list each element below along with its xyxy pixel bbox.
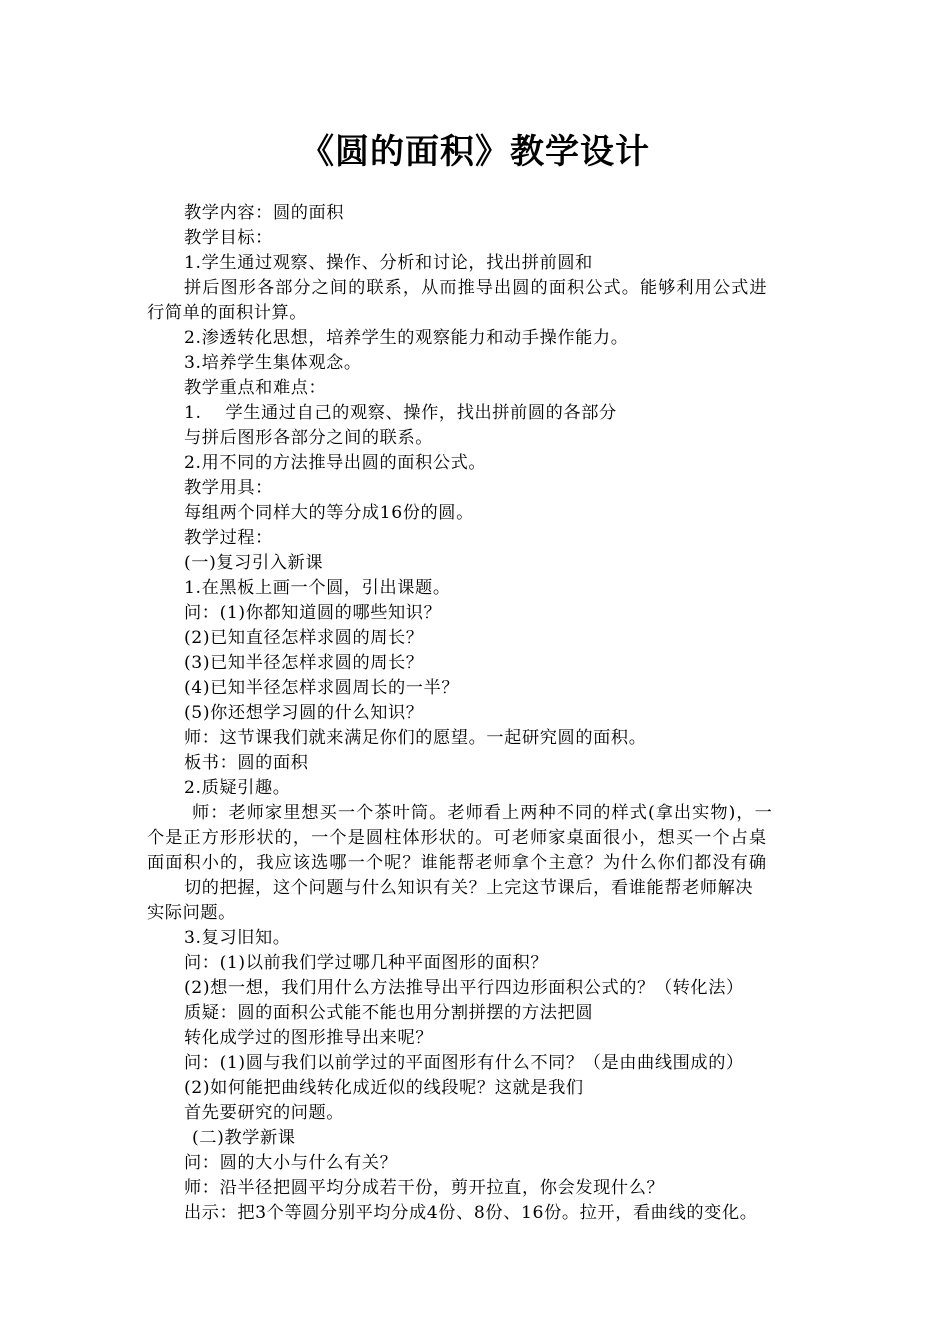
text-line: 师：老师家里想买一个茶叶筒。老师看上两种不同的样式(拿出实物)，一 — [192, 803, 773, 823]
document-title: 《圆的面积》教学设计 — [300, 132, 650, 172]
text-line: 师：沿半径把圆平均分成若干份，剪开拉直，你会发现什么？ — [184, 1178, 665, 1198]
text-line: 切的把握，这个问题与什么知识有关？上完这节课后，看谁能帮老师解决 — [184, 878, 754, 898]
text-line: 实际问题。 — [147, 903, 236, 923]
text-line: 教学目标： — [184, 228, 273, 248]
text-line: 教学内容：圆的面积 — [184, 203, 345, 223]
text-line: 出示：把3个等圆分别平均分成4份、8份、16份。拉开，看曲线的变化。 — [184, 1203, 758, 1223]
text-line: 1.学生通过观察、操作、分析和讨论，找出拼前圆和 — [184, 253, 593, 273]
text-line: 2.用不同的方法推导出圆的面积公式。 — [184, 453, 487, 473]
text-line: 面面积小的，我应该选哪一个呢？谁能帮老师拿个主意？为什么你们都没有确 — [147, 853, 768, 873]
text-line: (5)你还想学习圆的什么知识？ — [184, 703, 424, 723]
text-line: 个是正方形形状的，一个是圆柱体形状的。可老师家桌面很小，想买一个占桌 — [147, 828, 768, 848]
text-line: (3)已知半径怎样求圆的周长？ — [184, 653, 424, 673]
text-line: 教学过程： — [184, 528, 273, 548]
text-line: 转化成学过的图形推导出来呢？ — [184, 1028, 434, 1048]
text-line: 问：(1)以前我们学过哪几种平面图形的面积？ — [184, 953, 549, 973]
text-line: 拼后图形各部分之间的联系，从而推导出圆的面积公式。能够利用公式进 — [184, 278, 768, 298]
text-line: 板书：圆的面积 — [184, 753, 309, 773]
text-line: 师：这节课我们就来满足你们的愿望。一起研究圆的面积。 — [184, 728, 647, 748]
text-line: 与拼后图形各部分之间的联系。 — [184, 428, 434, 448]
text-line: 1.在黑板上画一个圆，引出课题。 — [184, 578, 451, 598]
text-line: 2.渗透转化思想，培养学生的观察能力和动手操作能力。 — [184, 328, 629, 348]
text-line: (2)已知直径怎样求圆的周长？ — [184, 628, 424, 648]
section-heading: (二)教学新课 — [192, 1128, 296, 1148]
text-line: 质疑：圆的面积公式能不能也用分割拼摆的方法把圆 — [184, 1003, 594, 1023]
text-line: 问：(1)圆与我们以前学过的平面图形有什么不同？（是由曲线围成的） — [184, 1053, 744, 1073]
section-heading: (一)复习引入新课 — [184, 553, 324, 573]
text-line: 2.质疑引趣。 — [184, 778, 291, 798]
text-line: 每组两个同样大的等分成16份的圆。 — [184, 503, 474, 523]
text-line: 教学重点和难点： — [184, 378, 327, 398]
text-line: 3.培养学生集体观念。 — [184, 353, 362, 373]
text-line: 问：(1)你都知道圆的哪些知识？ — [184, 603, 442, 623]
text-line: 教学用具： — [184, 478, 273, 498]
text-line: 行简单的面积计算。 — [147, 303, 308, 323]
text-line: 首先要研究的问题。 — [184, 1103, 345, 1123]
text-line: (2)如何能把曲线转化成近似的线段呢？这就是我们 — [184, 1078, 584, 1098]
text-line: (4)已知半径怎样求圆周长的一半？ — [184, 678, 460, 698]
text-line: 问：圆的大小与什么有关？ — [184, 1153, 398, 1173]
text-line: 1. 学生通过自己的观察、操作，找出拼前圆的各部分 — [184, 403, 617, 423]
text-line: (2)想一想，我们用什么方法推导出平行四边形面积公式的？（转化法） — [184, 978, 744, 998]
text-line: 3.复习旧知。 — [184, 928, 291, 948]
